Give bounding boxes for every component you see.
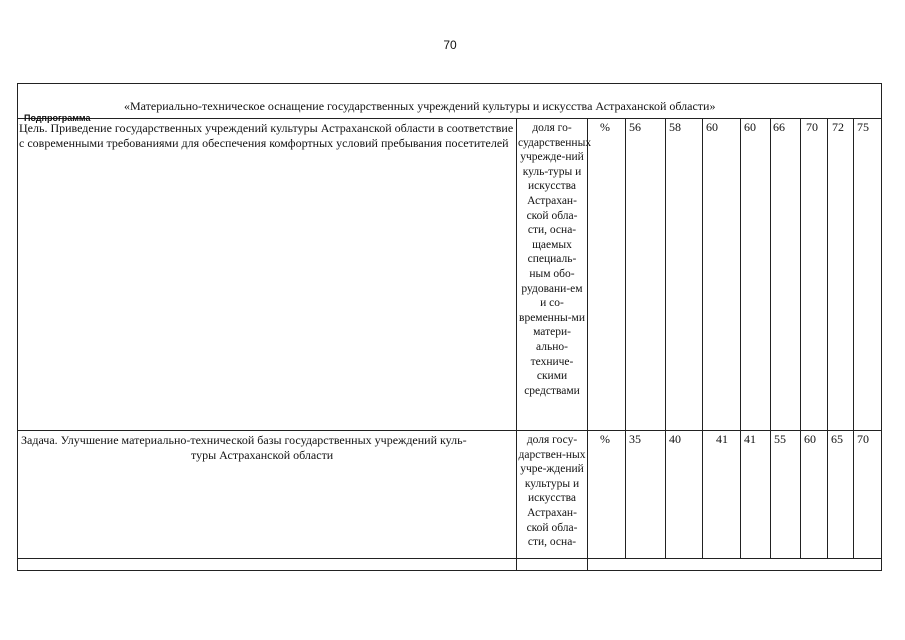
- goal-unit: %: [600, 120, 610, 134]
- task-description-line1: Задача. Улучшение материально-технической базы государственных учреждений куль-: [21, 433, 467, 447]
- goal-value: 56: [629, 120, 641, 134]
- task-value: 60: [804, 432, 816, 446]
- task-value: 55: [774, 432, 786, 446]
- goal-value: 58: [669, 120, 681, 134]
- subprogram-title: «Материально-техническое оснащение государственных учреждений культуры и искусства Астраханской области»: [124, 99, 716, 113]
- task-indicator: доля госу-дарствен-ных учре-ждений культуры и искусства Астрахан-ской обла-сти, осна-: [518, 434, 586, 549]
- goal-value: 72: [832, 120, 844, 134]
- goal-value: 60: [706, 120, 718, 134]
- task-value: 70: [857, 432, 869, 446]
- subprogram-label: Подпрограмма: [24, 113, 91, 123]
- task-value: 41: [716, 432, 728, 446]
- task-unit: %: [600, 432, 610, 446]
- task-value: 35: [629, 432, 641, 446]
- task-value: 40: [669, 432, 681, 446]
- goal-description: Цель. Приведение государственных учреждений культуры Астраханской области в соответствие с современными требованиями для обеспечения комфортных условий пребывания посетителей: [19, 121, 514, 150]
- page-number: 70: [443, 38, 457, 52]
- goal-value: 70: [806, 120, 818, 134]
- goal-value: 66: [773, 120, 785, 134]
- task-value: 41: [744, 432, 756, 446]
- goal-value: 75: [857, 120, 869, 134]
- goal-value: 60: [744, 120, 756, 134]
- goal-indicator: доля го-сударственных учрежде-ний куль-туры и искусства Астрахан-ской обла-сти, осна-щаемых специаль-ным обо-рудовани-ем и со-временны-ми матери-ально-техниче-скими средствами: [518, 122, 592, 397]
- task-description-line2: туры Астраханской области: [191, 448, 334, 462]
- task-description: [21, 433, 516, 463]
- task-value: 65: [831, 432, 843, 446]
